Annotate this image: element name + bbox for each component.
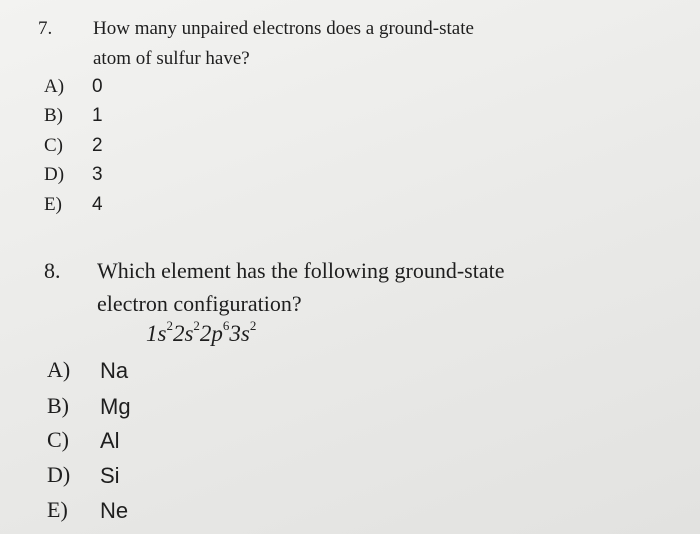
orbital-label: 2p <box>199 320 223 346</box>
orbital-electrons: 2 <box>249 318 257 333</box>
choice-letter: B) <box>47 393 69 418</box>
orbital-electrons: 2 <box>166 318 173 333</box>
choice-letter: D) <box>44 164 65 185</box>
orbital-label: 3s <box>229 320 250 346</box>
question-7-number: 7. <box>38 18 53 39</box>
choice-letter: D) <box>47 462 71 487</box>
orbital-term <box>172 318 200 346</box>
question-7-text-line-2: atom of sulfur have? <box>93 48 250 69</box>
choice-letter: A) <box>44 76 65 97</box>
choice-letter: C) <box>47 427 69 452</box>
choice-letter: A) <box>47 357 71 382</box>
orbital-term <box>199 318 230 346</box>
choice-value: 0 <box>92 76 103 97</box>
orbital-label: 1s <box>146 320 167 346</box>
choice-value: Na <box>100 358 129 383</box>
question-8-text-line-1: Which element has the following ground-state <box>97 258 505 283</box>
orbital-label: 2s <box>172 320 194 346</box>
orbital-term <box>229 318 257 346</box>
choice-value: 1 <box>92 105 103 126</box>
question-8-number: 8. <box>44 258 61 283</box>
choice-value: Al <box>100 428 120 453</box>
choice-value: 2 <box>92 135 103 156</box>
question-8-text-line-2: electron configuration? <box>97 291 302 316</box>
electron-configuration <box>146 320 256 347</box>
choice-letter: C) <box>44 135 63 156</box>
question-7-text-line-1: How many unpaired electrons does a ground-state <box>93 18 474 39</box>
choice-letter: E) <box>44 194 62 215</box>
orbital-term <box>146 318 173 346</box>
orbital-electrons: 2 <box>193 318 200 333</box>
choice-value: Ne <box>100 498 129 523</box>
choice-value: 3 <box>92 164 103 185</box>
orbital-electrons: 6 <box>222 318 230 333</box>
choice-value: Mg <box>100 394 131 419</box>
choice-letter: E) <box>47 497 68 522</box>
choice-value: 4 <box>92 194 103 215</box>
choice-value: Si <box>100 463 120 488</box>
choice-letter: B) <box>44 105 63 126</box>
